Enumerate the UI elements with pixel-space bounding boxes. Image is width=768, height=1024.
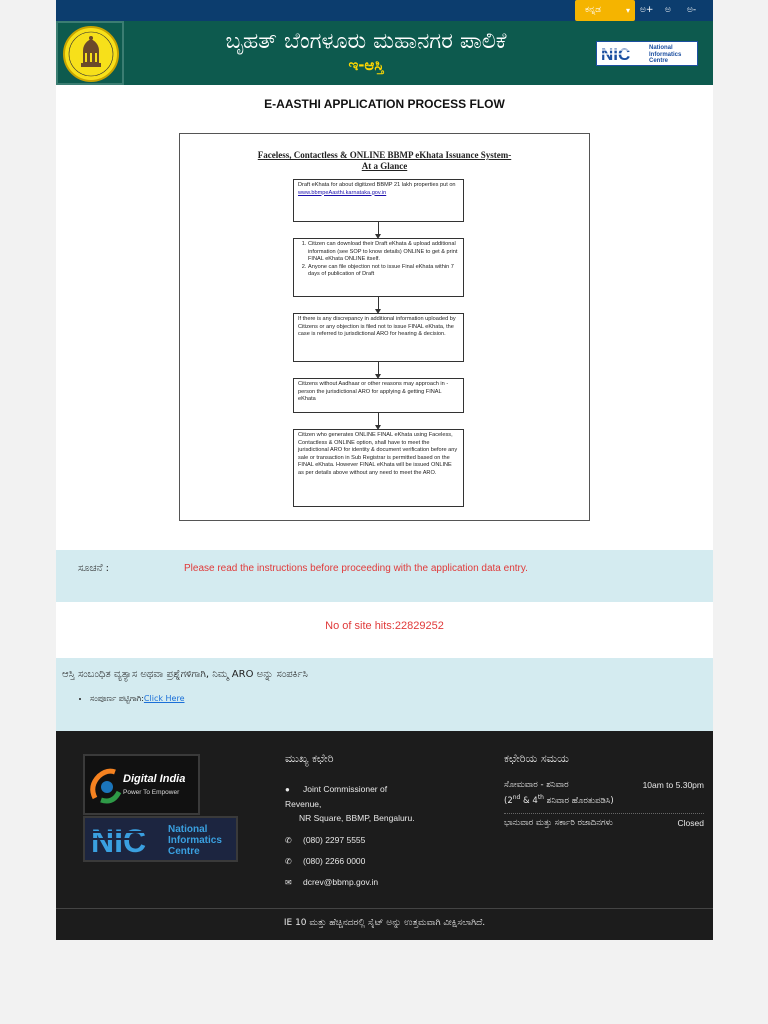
holiday-label: ಭಾನುವಾರ ಮತ್ತು ಸರ್ಕಾರಿ ರಜಾದಿನಗಳು — [504, 818, 613, 828]
flow-step-4: Citizens without Aadhaar or other reasons may approach in - person the jurisdictional ARO for applying & getting FINAL eKhata — [293, 378, 464, 413]
phone-1-text: (080) 2297 5555 — [303, 835, 366, 845]
weekday-note-prefix: (2 — [504, 795, 513, 806]
notice-label: ಸೂಚನೆ : — [78, 563, 110, 574]
phone-icon: ✆ — [285, 836, 292, 845]
phone-icon: ✆ — [285, 857, 292, 866]
browser-compat-note: IE 10 ಮತ್ತು ಹೆಚ್ಚಿನದರಲ್ಲಿ ಸೈಟ್ ಅನ್ನು ಉತ್ತಮವಾಗಿ ವೀಕ್ಷಿಸಲಾಗಿದೆ. — [56, 908, 713, 940]
bbmp-emblem-icon — [61, 25, 121, 83]
aro-contact-list — [90, 694, 185, 704]
hours-weekday — [504, 780, 704, 790]
page-title: E-AASTHI APPLICATION PROCESS FLOW — [264, 97, 505, 111]
flow-arrow — [378, 413, 379, 426]
site-subtitle: ಇ-ಆಸ್ತಿ — [348, 56, 384, 74]
bbmp-logo[interactable] — [56, 21, 124, 85]
nic-header-logo-text: National Informatics Centre — [649, 45, 682, 64]
svg-text:NIC: NIC — [601, 45, 631, 64]
flow-step-2 — [293, 238, 464, 297]
flow-arrow — [378, 297, 379, 310]
map-marker-icon: ● — [285, 785, 290, 794]
site-header — [56, 21, 713, 85]
flow-step-2-item: 2. Anyone can file objection not to issue Final eKhata within 7 days of publication of Draft — [308, 264, 459, 279]
phone-2-text: (080) 2266 0000 — [303, 856, 366, 866]
list-item — [90, 694, 185, 704]
flow-chart-title — [180, 150, 589, 172]
site-footer — [56, 731, 713, 908]
digital-india-title: Digital India — [123, 773, 186, 785]
aro-list-label: ಸಂಪೂರ್ಣ ಪಟ್ಟಿಗಾಗಿ: — [90, 694, 144, 703]
top-utility-bar — [56, 0, 713, 21]
notice-text: Please read the instructions before proceeding with the application data entry. — [184, 563, 528, 574]
weekday-label: ಸೋಮವಾರ - ಶನಿವಾರ — [504, 780, 569, 790]
weekday-hours: 10am to 5.30pm — [642, 780, 704, 790]
flow-arrow — [378, 362, 379, 375]
flow-step-5: Citizen who generates ONLINE FINAL eKhata using Faceless, Contactless & ONLINE option, shall have to meet the jurisdictional ARO for identity & document verification before any sale or transaction in Sub Registrar is permitted based on the FINAL eKhata. However FINAL eKhata will be issued ONLINE as per details above without any need to meet the ARO. — [293, 429, 464, 507]
hours-divider — [504, 813, 704, 814]
address-line-1: Joint Commissioner of — [303, 784, 388, 794]
flow-arrow — [378, 222, 379, 235]
office-address — [285, 782, 415, 825]
weekday-note-sup: nd — [512, 794, 521, 801]
svg-text:NIC: NIC — [91, 823, 147, 859]
envelope-icon: ✉ — [285, 878, 292, 887]
flow-title-line2: At a Glance — [361, 161, 408, 171]
font-increase-button[interactable]: ಅ+ — [640, 5, 654, 15]
aro-contact-section — [56, 658, 713, 731]
office-email — [285, 875, 378, 890]
nic-footer-line2: Informatics — [168, 835, 222, 846]
flow-step-1-text: Draft eKhata for about digitized BBMP 21 lakh properties put on — [298, 182, 456, 188]
digital-india-tagline: Power To Empower — [123, 789, 180, 796]
email-text: dcrev@bbmp.gov.in — [303, 877, 379, 887]
office-phone-2 — [285, 854, 365, 869]
holiday-value: Closed — [677, 818, 704, 828]
site-hits-counter: No of site hits:22829252 — [325, 620, 444, 632]
nic-footer-line1: National — [168, 824, 208, 835]
language-selected-label: ಕನ್ನಡ — [585, 5, 602, 15]
font-decrease-button[interactable]: ಅ- — [687, 5, 697, 15]
flow-title-line1: Faceless, Contactless & ONLINE BBMP eKhata Issuance System- — [257, 150, 512, 160]
aro-list-link[interactable]: Click Here — [143, 694, 185, 703]
flow-step-3: If there is any discrepancy in additional information uploaded by Citizens or any objection is filed not to issue FINAL eKhata, the case is referred to jurisdictional ARO for hearing & decision. — [293, 313, 464, 362]
office-phone-1 — [285, 833, 365, 848]
address-line-3: NR Square, BBMP, Bengaluru. — [299, 813, 415, 823]
hours-heading: ಕಛೇರಿಯ ಸಮಯ — [504, 752, 569, 765]
digital-india-logo[interactable] — [83, 754, 200, 815]
flow-step-2-item: 1. Citizen can download their Draft eKhata & upload additional information (see SOP to know details) ONLINE to get & print FINAL eKhata ONLINE itself. — [308, 241, 459, 264]
hours-weekday-note — [504, 794, 704, 806]
process-flow-chart — [179, 133, 590, 521]
font-normal-button[interactable]: ಅ — [665, 5, 671, 15]
page-container — [56, 0, 713, 940]
flow-step-1 — [293, 179, 464, 222]
aro-contact-text: ಆಸ್ತಿ ಸಂಬಂಧಿತ ವ್ಯತ್ಯಾಸ ಅಥವಾ ಪ್ರಶ್ನೆಗಳಿಗಾಗಿ, ನಿಮ್ಮ ARO ಅನ್ನು ಸಂಪರ್ಕಿಸಿ — [62, 669, 308, 680]
weekday-note-suffix: ಶನಿವಾರ ಹೊರತುಪಡಿಸಿ) — [543, 795, 614, 806]
hours-holiday — [504, 818, 704, 828]
weekday-note-sup: th — [537, 794, 544, 801]
office-heading: ಮುಖ್ಯ ಕಛೇರಿ — [285, 752, 334, 765]
instructions-notice — [56, 550, 713, 602]
flow-step-1-link[interactable]: www.bbmpeAasthi.karnataka.gov.in — [298, 189, 387, 196]
nic-footer-logo[interactable] — [83, 816, 238, 862]
address-line-2: Revenue, — [285, 799, 322, 809]
chevron-down-icon: ▾ — [625, 6, 630, 15]
nic-header-logo[interactable] — [596, 41, 698, 66]
site-title: ಬೃಹತ್ ಬೆಂಗಳೂರು ಮಹಾನಗರ ಪಾಲಿಕೆ — [225, 29, 507, 54]
weekday-note-mid: & 4 — [520, 795, 538, 806]
nic-footer-line3: Centre — [168, 846, 200, 857]
language-select[interactable] — [575, 0, 635, 21]
nic-footer-text — [168, 824, 222, 857]
